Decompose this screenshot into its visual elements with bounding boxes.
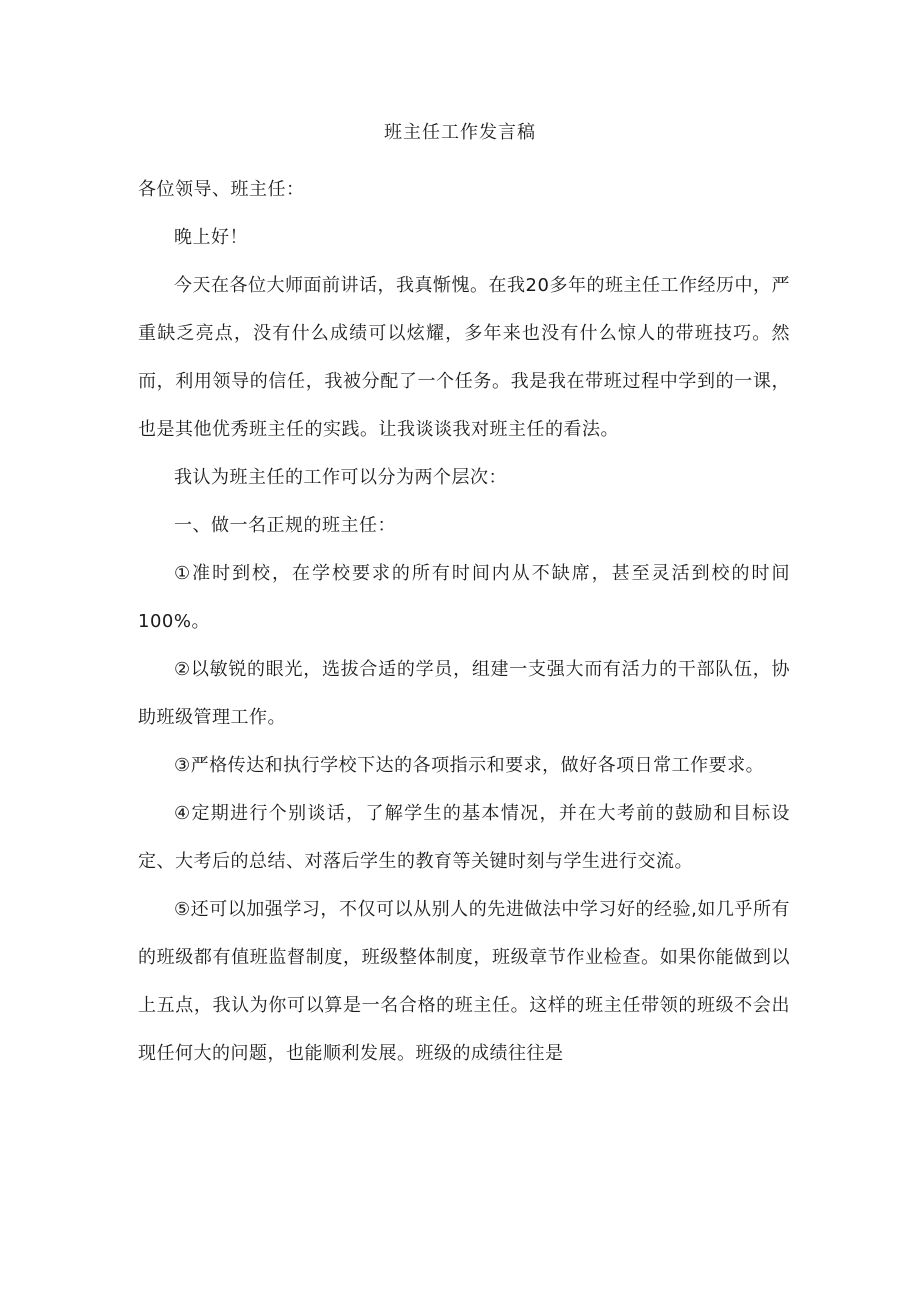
document-title: 班主任工作发言稿: [384, 122, 536, 143]
list-item-5: ⑤还可以加强学习，不仅可以从别人的先进做法中学习好的经验,如几乎所有的班级都有值班监督制度，班级整体制度，班级章节作业检查。如果你能做到以上五点，我认为你可以算是一名合格的班主任。这样的班主任带领的班级不会出现任何大的问题，也能顺利发展。班级的成绩往往是: [138, 899, 790, 1064]
greeting: 晚上好！: [174, 227, 248, 248]
list-item-2: ②以敏锐的眼光，选拔合适的学员，组建一支强大而有活力的干部队伍，协助班级管理工作。: [138, 659, 790, 728]
paragraph-two-levels: 我认为班主任的工作可以分为两个层次：: [174, 467, 507, 488]
section-heading-one: 一、做一名正规的班主任：: [174, 515, 396, 536]
salutation: 各位领导、班主任：: [138, 179, 305, 200]
list-item-1: ①准时到校，在学校要求的所有时间内从不缺席，甚至灵活到校的时间100%。: [138, 563, 790, 632]
list-item-4: ④定期进行个别谈话，了解学生的基本情况，并在大考前的鼓励和目标设定、大考后的总结、对落后学生的教育等关键时刻与学生进行交流。: [138, 803, 790, 872]
document-body: [138, 166, 790, 1078]
paragraph-intro: 今天在各位大师面前讲话，我真惭愧。在我20多年的班主任工作经历中，严重缺乏亮点，没有什么成绩可以炫耀，多年来也没有什么惊人的带班技巧。然而，利用领导的信任，我被分配了一个任务。我是我在带班过程中学到的一课，也是其他优秀班主任的实践。让我谈谈我对班主任的看法。: [138, 275, 790, 440]
list-item-3: ③严格传达和执行学校下达的各项指示和要求，做好各项日常工作要求。: [174, 755, 765, 776]
